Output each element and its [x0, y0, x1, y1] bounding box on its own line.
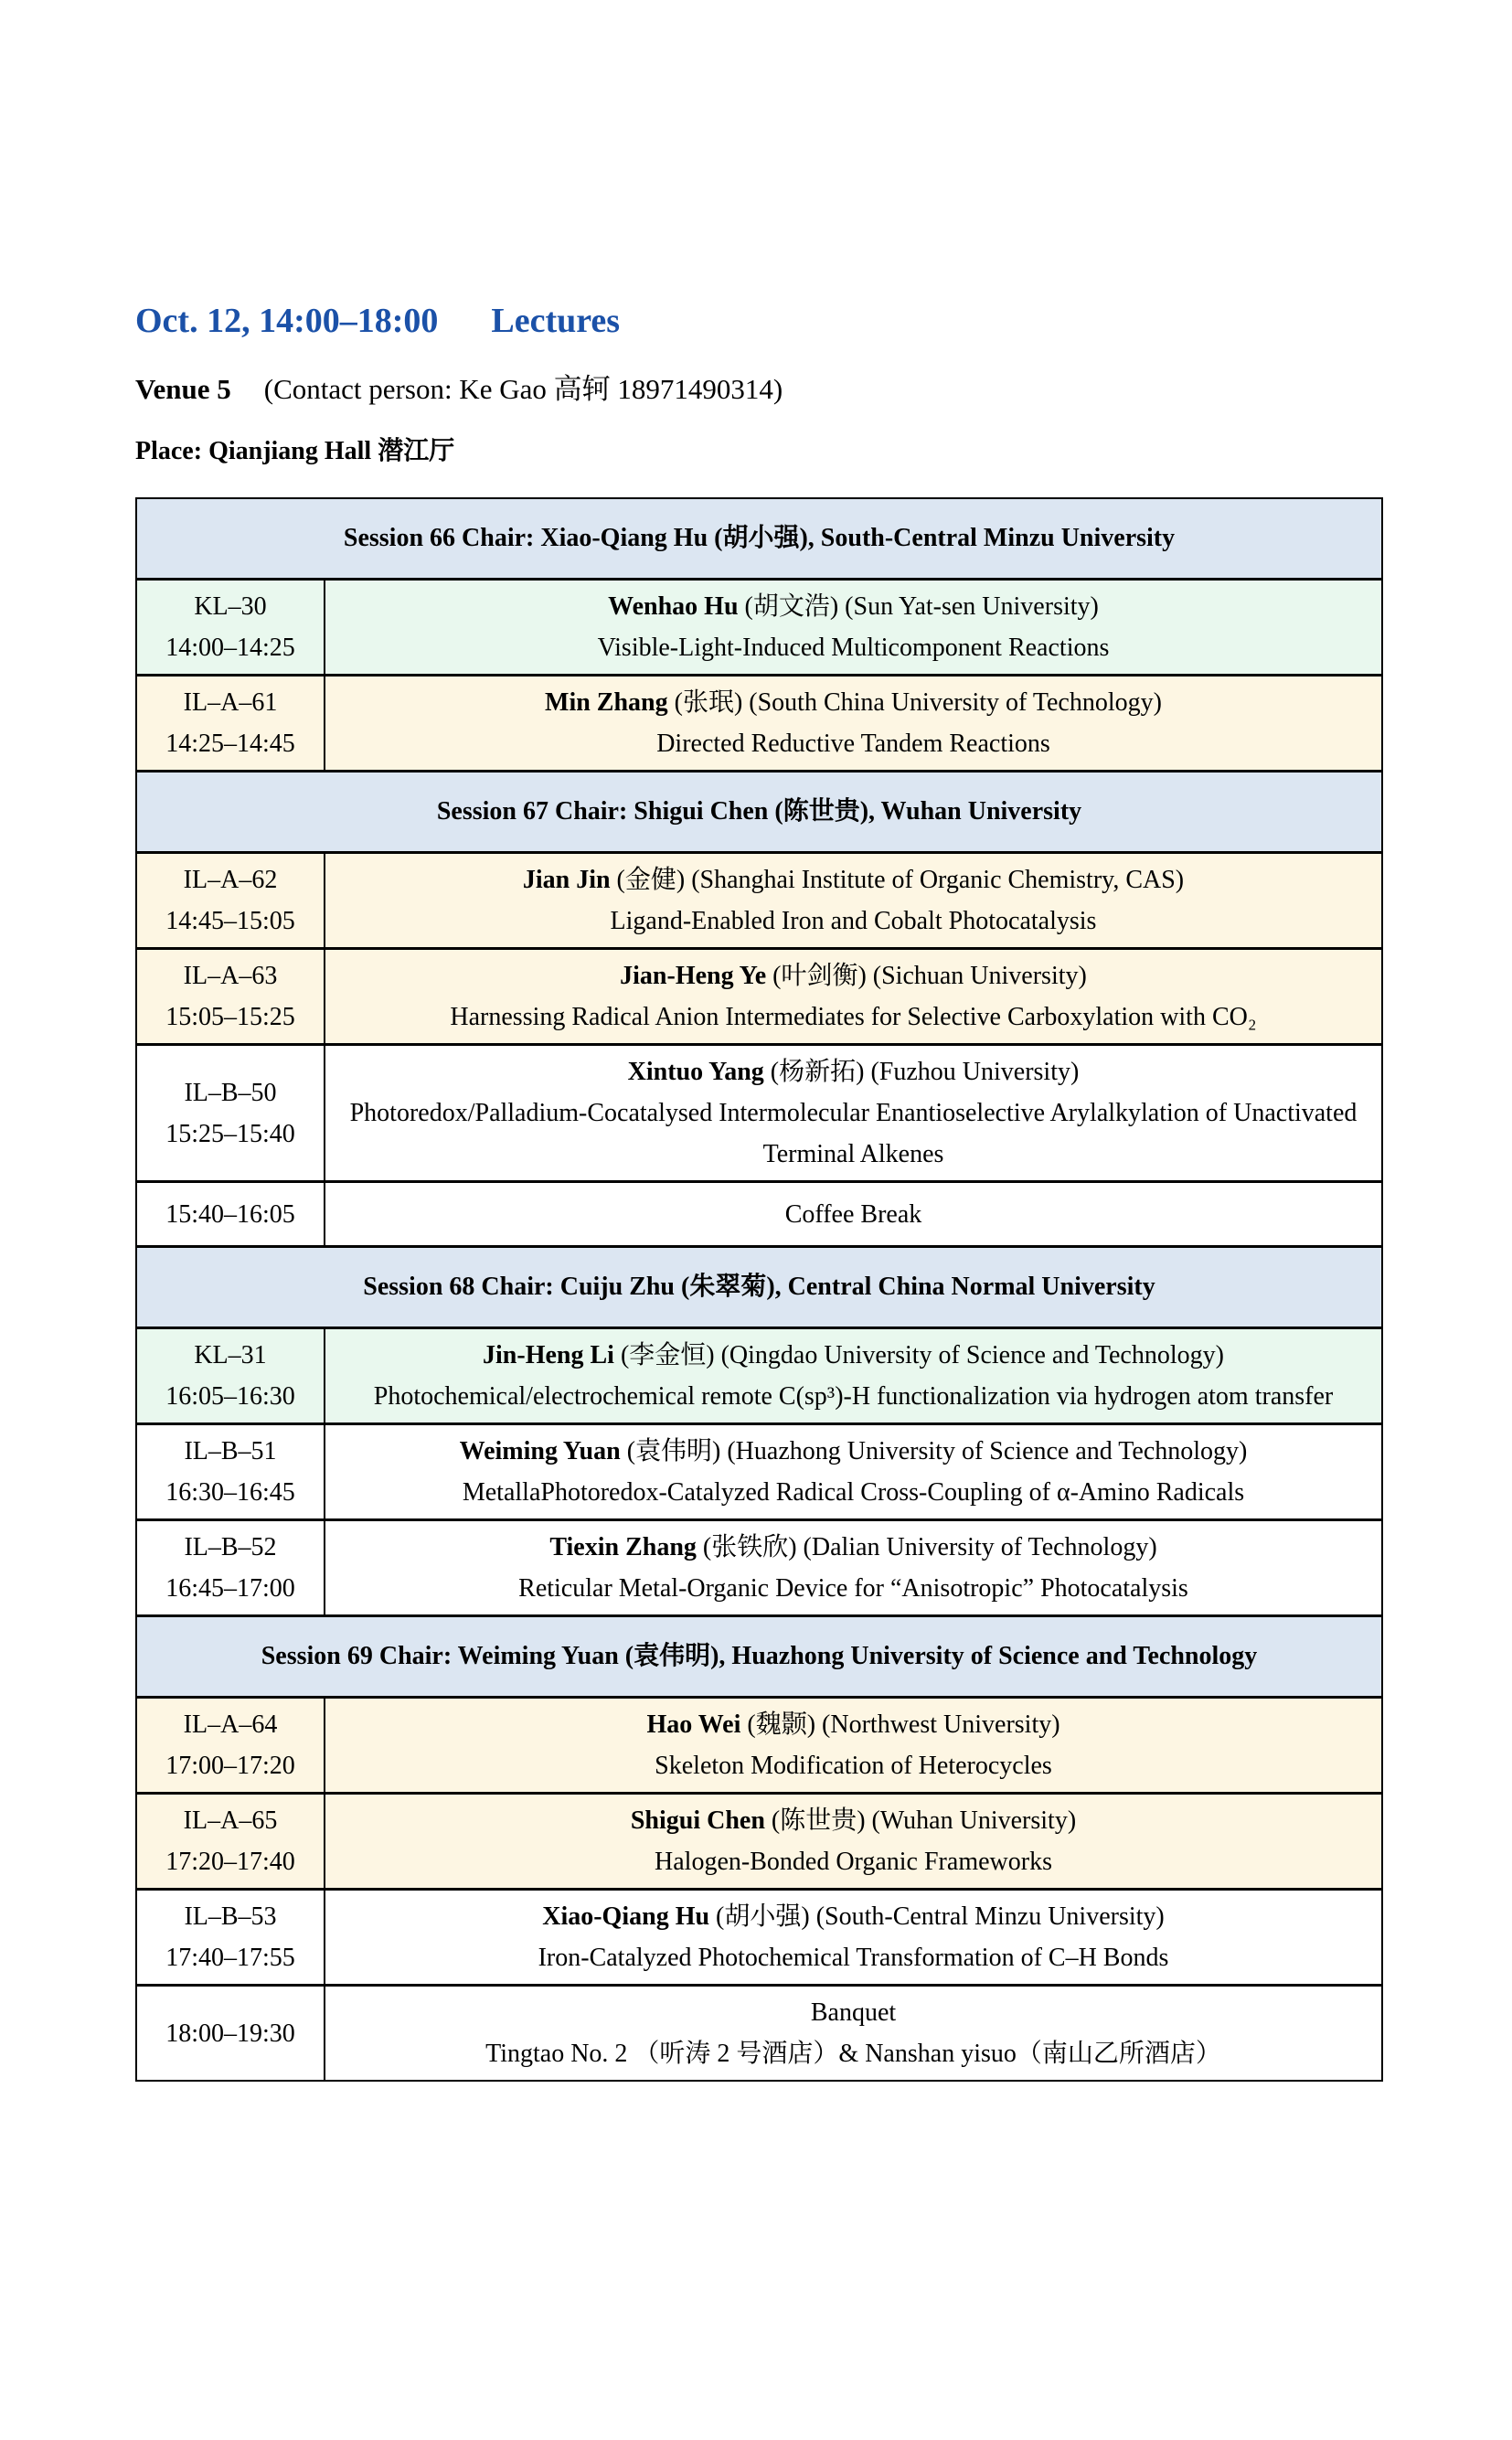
- talk-time: 16:30–16:45: [165, 1478, 295, 1507]
- schedule-table: [135, 497, 1383, 2082]
- talk-time: 17:20–17:40: [165, 1848, 295, 1876]
- talk-cell: [325, 581, 1381, 674]
- session-title: Session 66 Chair: Xiao-Qiang Hu (胡小强), South-Central Minzu University: [343, 524, 1176, 552]
- speaker-line: [460, 1431, 1248, 1472]
- session-title: Session 67 Chair: Shigui Chen (陈世贵), Wuhan University: [436, 797, 1082, 826]
- break-time: 18:00–19:30: [165, 2019, 295, 2048]
- slot-cell: [137, 1987, 325, 2080]
- break-cell: [325, 1183, 1381, 1245]
- session-title: Session 69 Chair: Weiming Yuan (袁伟明), Huazhong University of Science and Technology: [261, 1642, 1258, 1670]
- speaker-name: Shigui Chen: [630, 1806, 765, 1835]
- talk-time: 17:00–17:20: [165, 1752, 295, 1780]
- table-row-kl31: [137, 1327, 1381, 1422]
- slot-cell: [137, 1521, 325, 1614]
- talk-code: IL–B–51: [184, 1437, 277, 1465]
- talk-code: IL–B–53: [184, 1902, 277, 1931]
- talk-time: 14:45–15:05: [165, 907, 295, 935]
- talk-cell: [325, 677, 1381, 770]
- talk-time: 14:00–14:25: [165, 634, 295, 662]
- speaker-affiliation: (叶剑衡) (Sichuan University): [766, 962, 1087, 990]
- speaker-affiliation: (胡小强) (South-Central Minzu University): [709, 1902, 1165, 1931]
- talk-code: IL–A–64: [183, 1710, 278, 1739]
- table-row-ila61: [137, 674, 1381, 770]
- slot-cell: [137, 950, 325, 1043]
- speaker-affiliation: (袁伟明) (Huazhong University of Science and Technology): [620, 1437, 1248, 1465]
- talk-cell: [325, 1046, 1381, 1180]
- slot-cell: [137, 1425, 325, 1518]
- slot-cell: [137, 1891, 325, 1984]
- speaker-name: Xiao-Qiang Hu: [542, 1902, 710, 1931]
- table-row-coffee-break: [137, 1180, 1381, 1245]
- table-row-ila65: [137, 1792, 1381, 1888]
- talk-cell: [325, 1329, 1381, 1422]
- talk-title: Ligand-Enabled Iron and Cobalt Photocatalysis: [610, 907, 1097, 935]
- talk-code: IL–B–50: [184, 1078, 277, 1107]
- talk-time: 15:25–15:40: [165, 1119, 295, 1148]
- talk-cell: [325, 1699, 1381, 1792]
- talk-cell: [325, 854, 1381, 947]
- slot-cell: [137, 677, 325, 770]
- speaker-name: Weiming Yuan: [459, 1437, 621, 1465]
- talk-title: Halogen-Bonded Organic Frameworks: [655, 1848, 1052, 1876]
- speaker-line: [608, 586, 1099, 627]
- table-row-banquet: [137, 1984, 1381, 2080]
- table-row-ila63: [137, 947, 1381, 1043]
- banquet-venues: Tingtao No. 2 （听涛 2 号酒店）& Nanshan yisuo（南山乙所酒店）: [485, 2040, 1221, 2068]
- table-row-ilb51: [137, 1422, 1381, 1518]
- speaker-line: [646, 1704, 1059, 1745]
- speaker-name: Hao Wei: [646, 1710, 741, 1739]
- talk-time: 16:45–17:00: [165, 1574, 295, 1603]
- speaker-affiliation: (张珉) (South China University of Technology): [667, 688, 1162, 717]
- talk-code: IL–A–65: [183, 1806, 278, 1835]
- speaker-name: Jin-Heng Li: [483, 1341, 614, 1369]
- talk-title: Iron-Catalyzed Photochemical Transformation of C–H Bonds: [538, 1944, 1169, 1972]
- talk-code: IL–B–52: [184, 1533, 277, 1561]
- speaker-line: [631, 1800, 1076, 1841]
- speaker-name: Wenhao Hu: [608, 592, 739, 621]
- speaker-name: Min Zhang: [545, 688, 668, 717]
- talk-code: IL–A–62: [183, 866, 278, 894]
- slot-cell: [137, 1183, 325, 1245]
- talk-title: MetallaPhotoredox-Catalyzed Radical Cross-Coupling of α-Amino Radicals: [462, 1478, 1245, 1507]
- speaker-affiliation: (金健) (Shanghai Institute of Organic Chemistry, CAS): [610, 866, 1185, 894]
- speaker-affiliation: (杨新拓) (Fuzhou University): [763, 1058, 1080, 1086]
- talk-cell: [325, 950, 1381, 1043]
- speaker-line: [549, 1527, 1156, 1568]
- page-title: [135, 302, 1512, 340]
- speaker-affiliation: (陈世贵) (Wuhan University): [764, 1806, 1077, 1835]
- slot-cell: [137, 1795, 325, 1888]
- session-title: Session 68 Chair: Cuiju Zhu (朱翠菊), Central China Normal University: [363, 1273, 1155, 1301]
- speaker-affiliation: (李金恒) (Qingdao University of Science and Technology): [613, 1341, 1224, 1369]
- talk-title: Photochemical/electrochemical remote C(sp³)-H functionalization via hydrogen atom transfer: [373, 1382, 1334, 1411]
- slot-cell: [137, 1699, 325, 1792]
- session-header-row-66: [137, 499, 1381, 578]
- speaker-name: Tiexin Zhang: [549, 1533, 697, 1561]
- speaker-name: Jian-Heng Ye: [620, 962, 767, 990]
- speaker-line: [483, 1335, 1224, 1376]
- slot-cell: [137, 581, 325, 674]
- document-page: [0, 302, 1512, 2440]
- talk-title: Visible-Light-Induced Multicomponent Reactions: [597, 634, 1110, 662]
- session-header-row-69: [137, 1614, 1381, 1696]
- talk-title: Skeleton Modification of Heterocycles: [655, 1752, 1052, 1780]
- speaker-line: [620, 955, 1087, 996]
- table-row-ilb52: [137, 1518, 1381, 1614]
- break-label: Coffee Break: [784, 1199, 922, 1229]
- table-row-ila62: [137, 851, 1381, 947]
- speaker-affiliation: (张铁欣) (Dalian University of Technology): [696, 1533, 1157, 1561]
- banquet-label: Banquet: [810, 1998, 897, 2027]
- talk-cell: [325, 1795, 1381, 1888]
- speaker-affiliation: (胡文浩) (Sun Yat-sen University): [738, 592, 1099, 621]
- talk-cell: [325, 1425, 1381, 1518]
- session-header-row-67: [137, 770, 1381, 851]
- talk-code: IL–A–63: [183, 962, 278, 990]
- speaker-line: [542, 1896, 1165, 1937]
- page-title-suffix: Lectures: [491, 302, 621, 340]
- speaker-line: [545, 682, 1162, 723]
- table-row-ilb50: [137, 1043, 1381, 1180]
- venue-label: Venue 5: [135, 373, 231, 405]
- venue-contact: (Contact person: Ke Gao 高轲 18971490314): [263, 373, 783, 405]
- talk-code: KL–30: [194, 592, 267, 621]
- slot-cell: [137, 1046, 325, 1180]
- talk-title: Directed Reductive Tandem Reactions: [656, 730, 1050, 758]
- talk-title: Harnessing Radical Anion Intermediates for Selective Carboxylation with CO₂: [450, 1003, 1257, 1031]
- session-header-row-68: [137, 1245, 1381, 1327]
- speaker-affiliation: (魏颢) (Northwest University): [740, 1710, 1060, 1739]
- break-time: 15:40–16:05: [165, 1199, 295, 1229]
- talk-cell: [325, 1521, 1381, 1614]
- talk-title: Reticular Metal-Organic Device for “Anisotropic” Photocatalysis: [518, 1574, 1188, 1603]
- speaker-line: [628, 1051, 1080, 1092]
- speaker-line: [523, 859, 1184, 900]
- talk-code: KL–31: [194, 1341, 267, 1369]
- speaker-name: Xintuo Yang: [627, 1058, 764, 1086]
- table-row-ila64: [137, 1696, 1381, 1792]
- banquet-cell: [325, 1987, 1381, 2080]
- venue-line: [135, 371, 1512, 408]
- speaker-name: Jian Jin: [522, 866, 611, 894]
- page-title-datetime: Oct. 12, 14:00–18:00: [135, 302, 439, 340]
- talk-time: 17:40–17:55: [165, 1944, 295, 1972]
- talk-code: IL–A–61: [183, 688, 278, 717]
- table-row-ilb53: [137, 1888, 1381, 1984]
- table-row-kl30: [137, 578, 1381, 674]
- talk-time: 14:25–14:45: [165, 730, 295, 758]
- talk-time: 15:05–15:25: [165, 1003, 295, 1031]
- talk-time: 16:05–16:30: [165, 1382, 295, 1411]
- talk-title: Photoredox/Palladium-Cocatalysed Intermolecular Enantioselective Arylalkylation of Unactivated Terminal Alkenes: [349, 1099, 1358, 1168]
- slot-cell: [137, 854, 325, 947]
- slot-cell: [137, 1329, 325, 1422]
- place-line: Place: Qianjiang Hall 潜江厅: [135, 437, 455, 465]
- talk-cell: [325, 1891, 1381, 1984]
